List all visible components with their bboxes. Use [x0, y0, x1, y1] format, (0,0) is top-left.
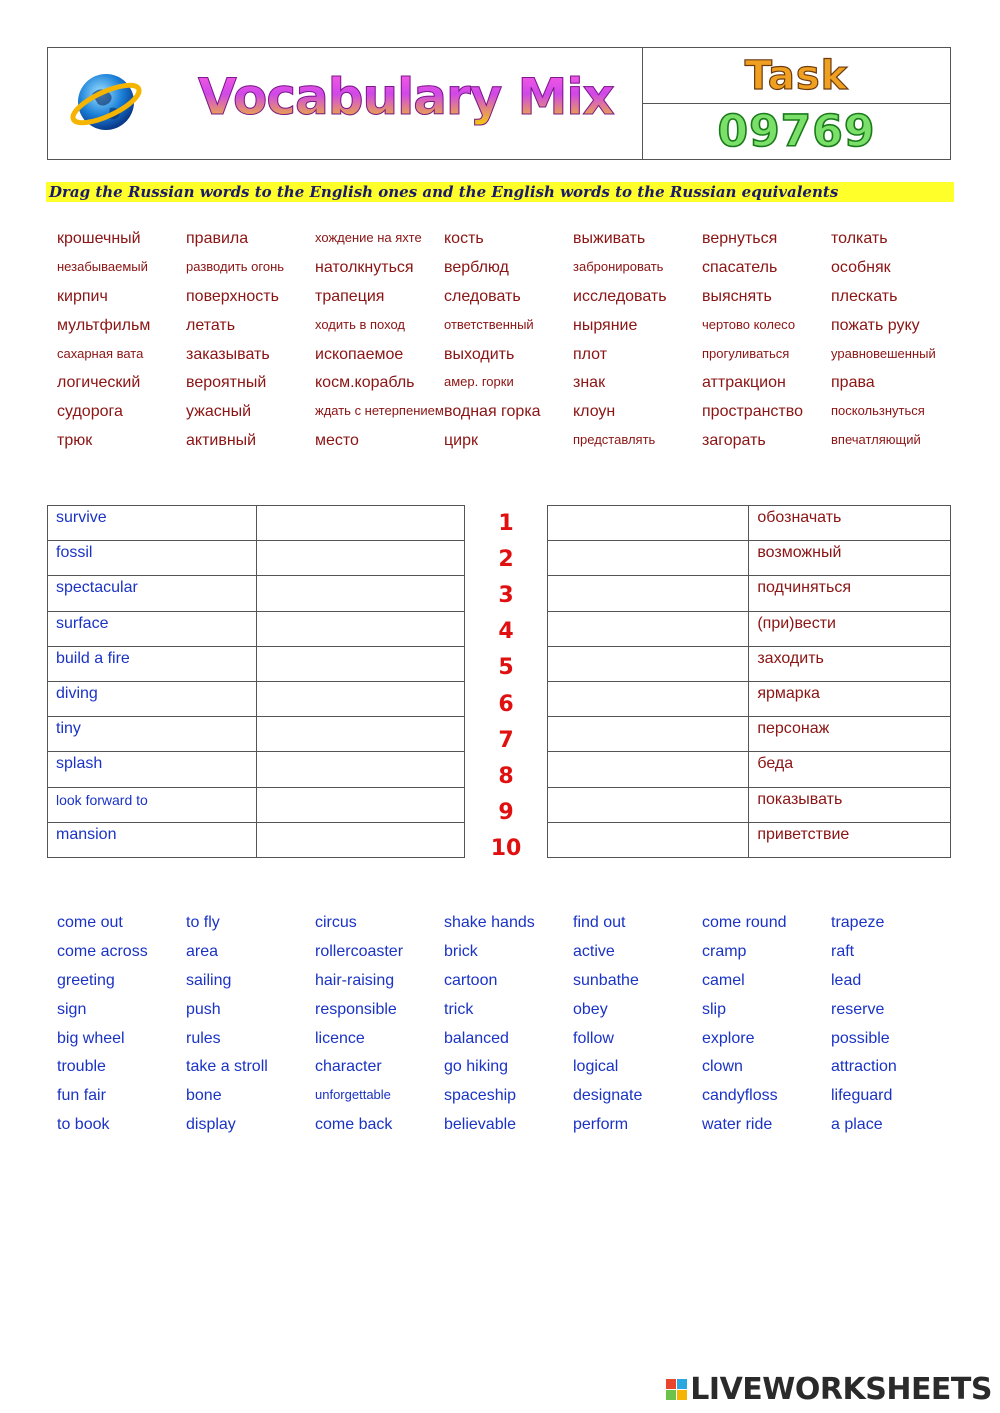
russian-word-tile[interactable]: ходить в поход — [315, 316, 406, 332]
russian-word-tile[interactable]: поверхность — [186, 287, 279, 305]
table-row — [48, 717, 465, 752]
drop-zone[interactable] — [548, 717, 749, 752]
russian-word-tile[interactable]: правила — [186, 230, 249, 247]
english-word-tile[interactable]: trapeze — [831, 914, 885, 931]
english-word-tile[interactable]: circus — [315, 914, 357, 931]
russian-word-tile[interactable]: загорать — [702, 432, 766, 450]
russian-word-tile[interactable]: ответственный — [444, 316, 534, 332]
table-row — [48, 646, 465, 681]
english-word-tile[interactable]: raft — [831, 942, 855, 960]
english-word-tile[interactable]: take a stroll — [186, 1058, 268, 1076]
row-numbers — [480, 505, 532, 867]
english-word-tile[interactable]: spaceship — [444, 1087, 517, 1105]
english-word-tile[interactable]: go hiking — [444, 1058, 509, 1076]
task-panel — [643, 48, 950, 159]
drop-zone[interactable] — [548, 681, 749, 716]
russian-word-tile[interactable]: чертово колесо — [702, 316, 796, 332]
english-word-tile[interactable]: slip — [702, 1000, 727, 1018]
russian-word-tile[interactable]: забронировать — [573, 258, 664, 274]
drop-zone[interactable] — [256, 787, 464, 822]
drop-zone[interactable] — [256, 752, 464, 787]
english-prompt: look forward to — [48, 787, 257, 822]
english-prompt: mansion — [48, 822, 257, 857]
russian-word-tile[interactable]: летать — [186, 316, 236, 334]
task-number: 09769 — [717, 106, 876, 157]
row-number: 4 — [498, 619, 514, 645]
russian-word-tile[interactable]: пожать руку — [831, 316, 920, 334]
russian-word-tile[interactable]: амер. горки — [444, 374, 514, 390]
russian-word-tile[interactable]: спасатель — [702, 258, 778, 276]
russian-word-tile[interactable]: исследовать — [573, 287, 667, 305]
logo-mark-icon — [666, 1379, 687, 1400]
russian-word-tile[interactable]: выживать — [573, 230, 646, 247]
drop-zone[interactable] — [256, 717, 464, 752]
table-row — [548, 752, 951, 787]
russian-prompt: возможный — [749, 541, 951, 576]
russian-prompt: ярмарка — [749, 681, 951, 716]
russian-word-tile[interactable]: выяснять — [702, 287, 772, 305]
russian-prompt: показывать — [749, 787, 951, 822]
task-label: Task — [643, 48, 950, 104]
drop-zone[interactable] — [256, 646, 464, 681]
russian-prompt: обозначать — [749, 506, 951, 541]
russian-word-tile[interactable]: прогуливаться — [702, 345, 790, 361]
english-word-tile[interactable]: designate — [573, 1087, 643, 1105]
english-word-tile[interactable]: cartoon — [444, 971, 498, 989]
english-word-tile[interactable]: to book — [57, 1116, 110, 1134]
table-row — [548, 541, 951, 576]
table-row — [548, 822, 951, 857]
english-word-tile[interactable]: lifeguard — [831, 1087, 893, 1105]
english-word-tile[interactable]: shake hands — [444, 914, 535, 931]
russian-word-tile[interactable]: пространство — [702, 403, 803, 421]
russian-prompt: беда — [749, 752, 951, 787]
drop-zone[interactable] — [256, 611, 464, 646]
table-row — [548, 717, 951, 752]
english-word-tile[interactable]: possible — [831, 1029, 890, 1047]
english-word-tile[interactable]: bone — [186, 1087, 222, 1105]
table-row — [548, 506, 951, 541]
english-word-tile[interactable]: hair-raising — [315, 971, 395, 989]
english-word-tile[interactable]: come across — [57, 942, 148, 960]
russian-prompt: персонаж — [749, 717, 951, 752]
english-word-tile[interactable]: come round — [702, 914, 787, 931]
instruction-banner: Drag the Russian words to the English ones and the English words to the Russian equivalents — [46, 182, 954, 202]
english-word-tile[interactable]: reserve — [831, 1000, 885, 1018]
english-word-tile[interactable]: display — [186, 1116, 236, 1134]
english-prompt: tiny — [48, 717, 257, 752]
table-row — [48, 541, 465, 576]
row-number: 8 — [498, 763, 514, 789]
russian-word-tile[interactable]: цирк — [444, 432, 478, 450]
english-word-tile[interactable]: to fly — [186, 914, 220, 931]
english-prompt: build a fire — [48, 646, 257, 681]
english-word-tile[interactable]: active — [573, 942, 615, 960]
drop-zone[interactable] — [256, 681, 464, 716]
russian-word-tile[interactable]: косм.корабль — [315, 374, 415, 392]
russian-word-tile[interactable]: вероятный — [186, 374, 267, 392]
table-row — [48, 822, 465, 857]
russian-word-tile[interactable]: активный — [186, 432, 257, 450]
russian-word-tile[interactable]: место — [315, 432, 359, 450]
english-word-tile[interactable]: candyfloss — [702, 1087, 778, 1105]
russian-word-tile[interactable]: плот — [573, 345, 608, 363]
row-number: 3 — [498, 582, 514, 608]
russian-word-tile[interactable]: незабываемый — [57, 258, 148, 274]
english-word-bank — [57, 914, 957, 1145]
english-word-tile[interactable]: find out — [573, 914, 626, 931]
english-to-russian-table — [47, 505, 465, 858]
russian-prompt: подчиняться — [749, 576, 951, 611]
english-word-tile[interactable]: character — [315, 1058, 382, 1076]
english-word-tile[interactable]: lead — [831, 971, 862, 989]
english-word-tile[interactable]: brick — [444, 942, 478, 960]
russian-prompt: приветствие — [749, 822, 951, 857]
english-word-tile[interactable]: logical — [573, 1058, 619, 1076]
english-prompt: surface — [48, 611, 257, 646]
table-row — [548, 646, 951, 681]
russian-word-tile[interactable]: выходить — [444, 345, 515, 363]
english-prompt: splash — [48, 752, 257, 787]
russian-word-tile[interactable]: представлять — [573, 432, 656, 448]
table-row — [548, 611, 951, 646]
russian-word-tile[interactable]: знак — [573, 374, 606, 392]
russian-prompt: заходить — [749, 646, 951, 681]
drop-zone[interactable] — [548, 541, 749, 576]
english-word-tile[interactable]: trouble — [57, 1058, 106, 1076]
drop-zone[interactable] — [548, 506, 749, 541]
english-word-tile[interactable]: big wheel — [57, 1029, 125, 1047]
russian-word-tile[interactable]: водная горка — [444, 403, 541, 421]
russian-word-tile[interactable]: плескать — [831, 287, 898, 305]
english-word-tile[interactable]: sign — [57, 1000, 87, 1018]
drop-zone[interactable] — [548, 611, 749, 646]
russian-word-tile[interactable]: сахарная вата — [57, 345, 144, 361]
russian-word-tile[interactable]: следовать — [444, 287, 521, 305]
russian-word-tile[interactable]: ископаемое — [315, 345, 404, 363]
russian-word-tile[interactable]: хождение на яхте — [315, 230, 422, 245]
russian-word-tile[interactable]: мультфильм — [57, 316, 151, 334]
russian-word-tile[interactable]: толкать — [831, 230, 888, 247]
russian-word-tile[interactable]: трапеция — [315, 287, 385, 305]
russian-word-tile[interactable]: верблюд — [444, 258, 509, 276]
row-number: 7 — [498, 727, 514, 753]
english-prompt: fossil — [48, 541, 257, 576]
drop-zone[interactable] — [548, 646, 749, 681]
table-row — [548, 681, 951, 716]
english-word-tile[interactable]: clown — [702, 1058, 743, 1076]
table-row — [48, 611, 465, 646]
russian-prompt: (при)вести — [749, 611, 951, 646]
english-word-tile[interactable]: greeting — [57, 971, 115, 989]
russian-word-tile[interactable]: ждать с нетерпением — [315, 403, 444, 419]
table-row — [48, 752, 465, 787]
logo-text: LIVEWORKSHEETS — [690, 1372, 992, 1407]
english-word-tile[interactable]: rollercoaster — [315, 942, 404, 960]
russian-word-tile[interactable]: клоун — [573, 403, 616, 421]
table-row — [548, 576, 951, 611]
english-word-tile[interactable]: follow — [573, 1029, 614, 1047]
russian-word-tile[interactable]: впечатляющий — [831, 432, 921, 448]
russian-word-tile[interactable]: натолкнуться — [315, 258, 414, 276]
russian-word-tile[interactable]: разводить огонь — [186, 258, 285, 274]
english-word-tile[interactable]: balanced — [444, 1029, 509, 1047]
russian-word-tile[interactable]: кирпич — [57, 287, 108, 305]
globe-icon — [68, 64, 144, 140]
russian-word-tile[interactable]: поскользнуться — [831, 403, 925, 419]
drop-zone[interactable] — [548, 752, 749, 787]
english-word-tile[interactable]: licence — [315, 1029, 365, 1047]
drop-zone[interactable] — [548, 576, 749, 611]
english-word-tile[interactable]: water ride — [702, 1116, 773, 1134]
drop-zone[interactable] — [256, 576, 464, 611]
english-word-tile[interactable]: sunbathe — [573, 971, 639, 989]
russian-word-tile[interactable]: кость — [444, 230, 484, 247]
russian-word-tile[interactable]: логический — [57, 374, 141, 392]
row-number: 1 — [498, 510, 514, 536]
table-row — [48, 787, 465, 822]
liveworksheets-logo — [666, 1372, 992, 1407]
row-number: 10 — [490, 836, 522, 862]
table-row — [48, 576, 465, 611]
english-word-tile[interactable]: believable — [444, 1116, 517, 1134]
title-panel — [48, 48, 643, 159]
worksheet-header — [47, 47, 951, 160]
english-prompt: diving — [48, 681, 257, 716]
english-word-tile[interactable]: camel — [702, 971, 745, 989]
russian-word-tile[interactable]: крошечный — [57, 230, 141, 247]
russian-word-tile[interactable]: права — [831, 374, 875, 392]
russian-word-tile[interactable]: судорога — [57, 403, 123, 421]
english-word-tile[interactable]: come out — [57, 914, 123, 931]
english-word-tile[interactable]: cramp — [702, 942, 747, 960]
drop-zone[interactable] — [548, 787, 749, 822]
english-word-tile[interactable]: a place — [831, 1116, 883, 1134]
english-word-tile[interactable]: obey — [573, 1000, 608, 1018]
english-word-tile[interactable]: perform — [573, 1116, 629, 1134]
drop-zone[interactable] — [256, 541, 464, 576]
english-word-tile[interactable]: responsible — [315, 1000, 397, 1018]
table-row — [548, 787, 951, 822]
russian-word-bank — [57, 230, 957, 461]
english-word-tile[interactable]: trick — [444, 1000, 474, 1018]
drop-zone[interactable] — [256, 506, 464, 541]
russian-word-tile[interactable]: особняк — [831, 258, 891, 276]
russian-word-tile[interactable]: трюк — [57, 432, 93, 450]
english-prompt: spectacular — [48, 576, 257, 611]
english-word-tile[interactable]: unforgettable — [315, 1087, 391, 1103]
drop-zone[interactable] — [548, 822, 749, 857]
english-word-tile[interactable]: explore — [702, 1029, 755, 1047]
english-word-tile[interactable]: sailing — [186, 971, 232, 989]
row-number: 9 — [498, 800, 514, 826]
russian-word-tile[interactable]: заказывать — [186, 345, 270, 363]
table-row — [48, 506, 465, 541]
russian-word-tile[interactable]: вернуться — [702, 230, 778, 247]
drop-zone[interactable] — [256, 822, 464, 857]
russian-word-tile[interactable]: аттракцион — [702, 374, 786, 392]
russian-word-tile[interactable]: ужасный — [186, 403, 252, 421]
english-word-tile[interactable]: area — [186, 942, 219, 960]
table-row — [48, 681, 465, 716]
english-word-tile[interactable]: come back — [315, 1116, 393, 1134]
russian-word-tile[interactable]: уравновешенный — [831, 345, 936, 361]
russian-word-tile[interactable]: ныряние — [573, 316, 638, 334]
worksheet-title: Vocabulary Mix — [198, 68, 614, 126]
russian-to-english-table — [547, 505, 951, 858]
row-number: 5 — [498, 655, 514, 681]
english-word-tile[interactable]: fun fair — [57, 1087, 106, 1105]
row-number: 6 — [498, 691, 514, 717]
english-word-tile[interactable]: push — [186, 1000, 221, 1018]
row-number: 2 — [498, 546, 514, 572]
english-word-tile[interactable]: rules — [186, 1029, 221, 1047]
english-prompt: survive — [48, 506, 257, 541]
english-word-tile[interactable]: attraction — [831, 1058, 897, 1076]
